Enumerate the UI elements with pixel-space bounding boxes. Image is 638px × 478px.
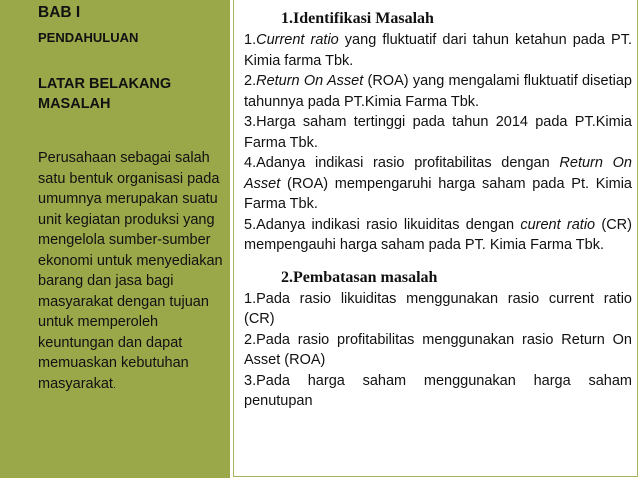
item-term: curent ratio <box>520 216 596 233</box>
background-paragraph <box>38 148 228 396</box>
limitation-item-1: 1.Pada rasio likuiditas menggunakan rasio current ratio (CR) <box>244 290 632 327</box>
left-panel <box>0 0 230 478</box>
identification-item-4 <box>244 153 632 215</box>
chapter-title: BAB I <box>38 4 81 21</box>
limitation-item-2: 2.Pada rasio profitabilitas menggunakan rasio Return On Asset (ROA) <box>244 331 632 368</box>
item-text: (ROA) yang mengalami fluktuatif disetiap tahunnya pada PT.Kimia Farma Tbk. <box>244 73 632 110</box>
section-title-line1: LATAR BELAKANG <box>38 76 172 92</box>
item-text: 4.Adanya indikasi rasio profitabilitas dengan <box>244 155 560 171</box>
right-panel <box>233 0 638 477</box>
item-text: (CR) mempengauhi harga saham pada PT. Kimia Farma Tbk. <box>244 216 632 253</box>
limitation-heading: 2.Pembatasan masalah <box>281 268 438 286</box>
identification-item-5 <box>244 215 632 256</box>
identification-item-2 <box>244 71 632 112</box>
item-text: 5.Adanya indikasi rasio likuiditas dengan <box>244 216 521 233</box>
paragraph-period: . <box>112 379 116 391</box>
item-text: yang fluktuatif dari tahun ketahun pada PT. Kimia farma Tbk. <box>244 32 632 69</box>
section-title-line2: MASALAH <box>38 96 111 112</box>
identification-item-3: 3.Harga saham tertinggi pada tahun 2014 pada PT.Kimia Farma Tbk. <box>244 114 632 151</box>
chapter-subtitle: PENDAHULUAN <box>38 30 139 45</box>
item-number: 1. <box>244 32 257 48</box>
item-term: Return On Asset <box>256 73 364 89</box>
limitation-item-3: 3.Pada harga saham menggunakan harga saham penutupan <box>244 372 632 409</box>
section-title <box>38 74 228 114</box>
right-content <box>244 8 632 412</box>
item-text: (ROA) mempengaruhi harga saham pada Pt. Kimia Farma Tbk. <box>244 175 632 212</box>
identification-heading: 1.Identifikasi Masalah <box>281 10 434 27</box>
item-term: Return On Asset <box>244 155 632 192</box>
item-number: 2. <box>244 73 257 89</box>
background-paragraph-text: Perusahaan sebagai salah satu bentuk organisasi pada umumnya merupakan suatu unit kegiatan produksi yang mengelola sumber-sumber ekonomi untuk menyediakan barang dan jasa bagi masyarakat dengan tujuan untuk memperoleh keuntungan dan dapat memuaskan kebutuhan masyarakat <box>38 150 223 392</box>
item-term: Current ratio <box>256 32 339 48</box>
identification-item-1 <box>244 30 632 71</box>
